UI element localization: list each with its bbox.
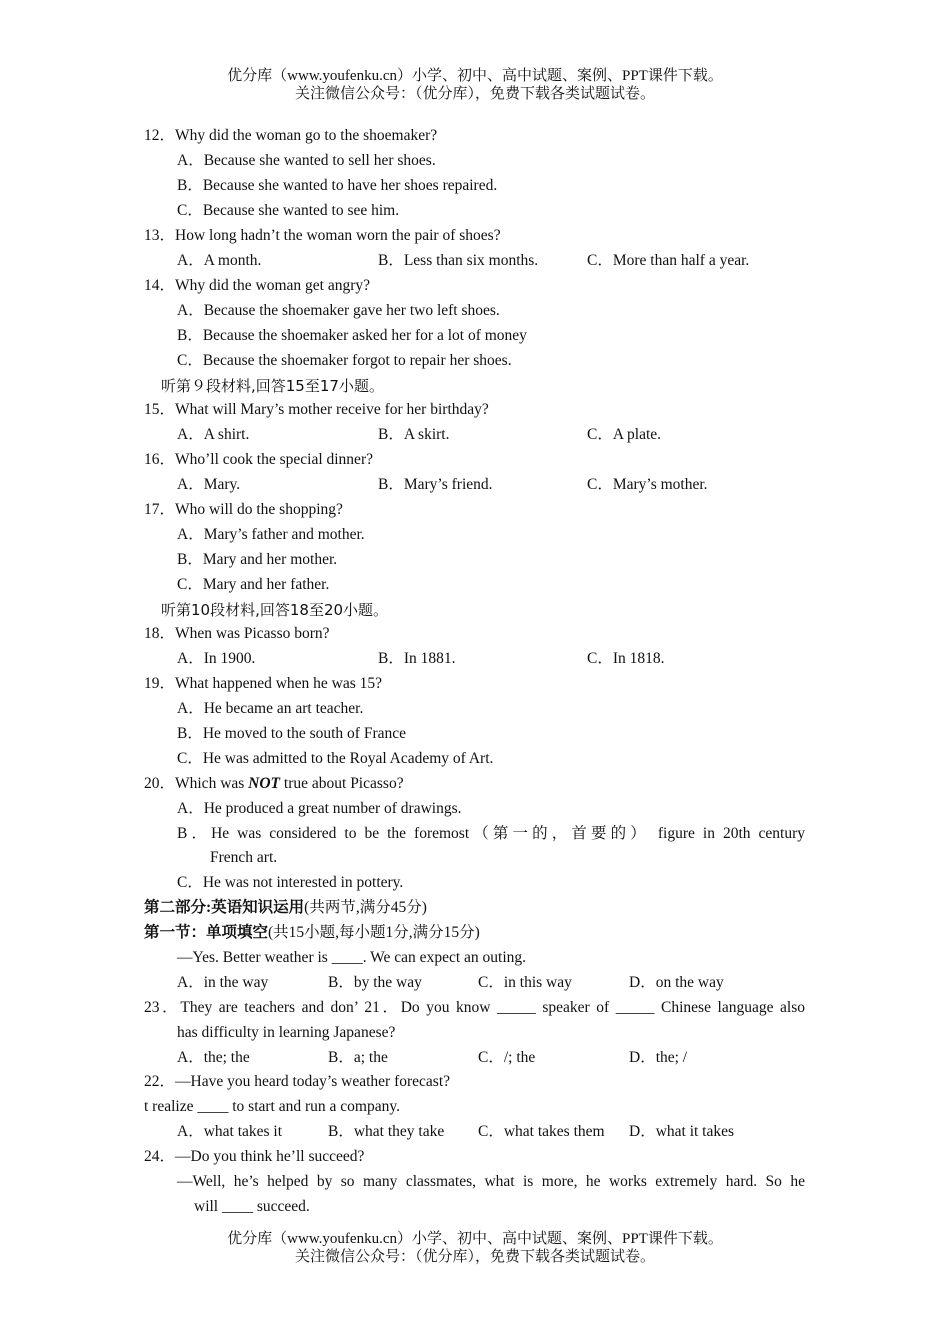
part-2-heading: [144, 898, 427, 918]
question-23-line-1: 23．They are teachers and don’ 21．Do you know _____ speaker of _____ Chinese language also: [144, 999, 805, 1016]
question-19-option-c: C．He was admitted to the Royal Academy of Art.: [177, 750, 494, 767]
question-12-option-c: C．Because she wanted to see him.: [177, 202, 400, 219]
question-company-option-a: A．what takes it: [177, 1123, 283, 1140]
question-17-stem: 17．Who will do the shopping?: [144, 501, 343, 518]
question-weather-option-d: D．on the way: [629, 974, 724, 991]
page-header-line-2: 关注微信公众号：（优分库），免费下载各类试题试卷。: [294, 86, 655, 102]
question-15-stem: 15．What will Mary’s mother receive for her birthday?: [144, 401, 489, 418]
question-24-line-2: —Well, he’s helped by so many classmates, what is more, he works extremely hard. So he: [177, 1173, 805, 1190]
question-24-line-3: will ____ succeed.: [194, 1198, 310, 1215]
question-weather-option-b: B．by the way: [328, 974, 422, 991]
section-1-heading-bold: 第一节：单项填空: [144, 924, 269, 941]
question-15-option-b: B．A skirt.: [378, 426, 450, 443]
page-header-line-1: 优分库（www.youfenku.cn）小学、初中、高中试题、案例、PPT课件下载。: [227, 68, 723, 84]
question-24-line-1: 24．—Do you think he’ll succeed?: [144, 1148, 365, 1165]
question-17-option-b: B．Mary and her mother.: [177, 551, 338, 568]
question-20-stem-post: true about Picasso?: [280, 775, 404, 792]
question-12-stem: 12．Why did the woman go to the shoemaker?: [144, 127, 438, 144]
question-company-option-d: D．what it takes: [629, 1123, 735, 1140]
question-14-option-a: A．Because the shoemaker gave her two left shoes.: [177, 302, 500, 319]
question-18-option-a: A．In 1900.: [177, 650, 256, 667]
part-2-heading-bold: 第二部分:英语知识运用: [144, 899, 305, 916]
question-23-option-a: A．the; the: [177, 1049, 250, 1066]
question-18-option-b: B．In 1881.: [378, 650, 456, 667]
question-20-option-a: A．He produced a great number of drawings.: [177, 800, 462, 817]
question-20-stem-pre: 20．Which was: [144, 775, 249, 792]
question-23-line-2: has difficulty in learning Japanese?: [177, 1024, 396, 1041]
section-1-heading: [144, 923, 480, 943]
question-20-stem: [144, 774, 404, 794]
question-17-option-c: C．Mary and her father.: [177, 576, 330, 593]
question-19-option-b: B．He moved to the south of France: [177, 725, 407, 742]
question-weather-line: —Yes. Better weather is ____. We can expect an outing.: [177, 949, 526, 966]
question-19-option-a: A．He became an art teacher.: [177, 700, 364, 717]
page-footer-line-1: 优分库（www.youfenku.cn）小学、初中、高中试题、案例、PPT课件下载。: [227, 1231, 723, 1247]
question-company-option-b: B．what they take: [328, 1123, 445, 1140]
question-13-option-b: B．Less than six months.: [378, 252, 539, 269]
question-13-option-c: C．More than half a year.: [587, 252, 750, 269]
section-1-heading-rest: (共15小题,每小题1分,满分15分): [268, 924, 480, 941]
question-14-option-b: B．Because the shoemaker asked her for a lot of money: [177, 327, 527, 344]
question-15-option-c: C．A plate.: [587, 426, 662, 443]
question-20-option-b-line-2: French art.: [210, 849, 278, 866]
question-13-stem: 13．How long hadn’t the woman worn the pair of shoes?: [144, 227, 501, 244]
question-16-stem: 16．Who’ll cook the special dinner?: [144, 451, 373, 468]
question-company-line: t realize ____ to start and run a company.: [144, 1098, 400, 1115]
section-10-instruction: 听第10段材料,回答18至20小题。: [161, 601, 389, 619]
question-14-option-c: C．Because the shoemaker forgot to repair her shoes.: [177, 352, 512, 369]
question-18-stem: 18．When was Picasso born?: [144, 625, 330, 642]
question-12-option-b: B．Because she wanted to have her shoes repaired.: [177, 177, 498, 194]
question-17-option-a: A．Mary’s father and mother.: [177, 526, 365, 543]
question-16-option-b: B．Mary’s friend.: [378, 476, 493, 493]
question-weather-option-c: C．in this way: [478, 974, 572, 991]
question-16-option-c: C．Mary’s mother.: [587, 476, 708, 493]
question-22-line: 22．—Have you heard today’s weather forecast?: [144, 1073, 451, 1090]
question-23-option-d: D．the; /: [629, 1049, 688, 1066]
question-18-option-c: C．In 1818.: [587, 650, 665, 667]
question-15-option-a: A．A shirt.: [177, 426, 250, 443]
question-14-stem: 14．Why did the woman get angry?: [144, 277, 370, 294]
question-20-stem-not: NOT: [248, 775, 281, 792]
question-20-option-c: C．He was not interested in pottery.: [177, 874, 404, 891]
page-footer-line-2: 关注微信公众号：（优分库），免费下载各类试题试卷。: [294, 1249, 655, 1265]
question-19-stem: 19．What happened when he was 15?: [144, 675, 383, 692]
section-9-instruction: 听第９段材料,回答15至17小题。: [161, 377, 384, 395]
question-23-option-c: C．/; the: [478, 1049, 536, 1066]
question-weather-option-a: A．in the way: [177, 974, 269, 991]
question-16-option-a: A．Mary.: [177, 476, 241, 493]
question-20-option-b-line-1: B．He was considered to be the foremost（第一的，首要的） figure in 20th century: [177, 825, 805, 842]
question-13-option-a: A．A month.: [177, 252, 262, 269]
question-23-option-b: B．a; the: [328, 1049, 388, 1066]
part-2-heading-rest: (共两节,满分45分): [304, 899, 427, 916]
question-company-option-c: C．what takes them: [478, 1123, 605, 1140]
question-12-option-a: A．Because she wanted to sell her shoes.: [177, 152, 436, 169]
